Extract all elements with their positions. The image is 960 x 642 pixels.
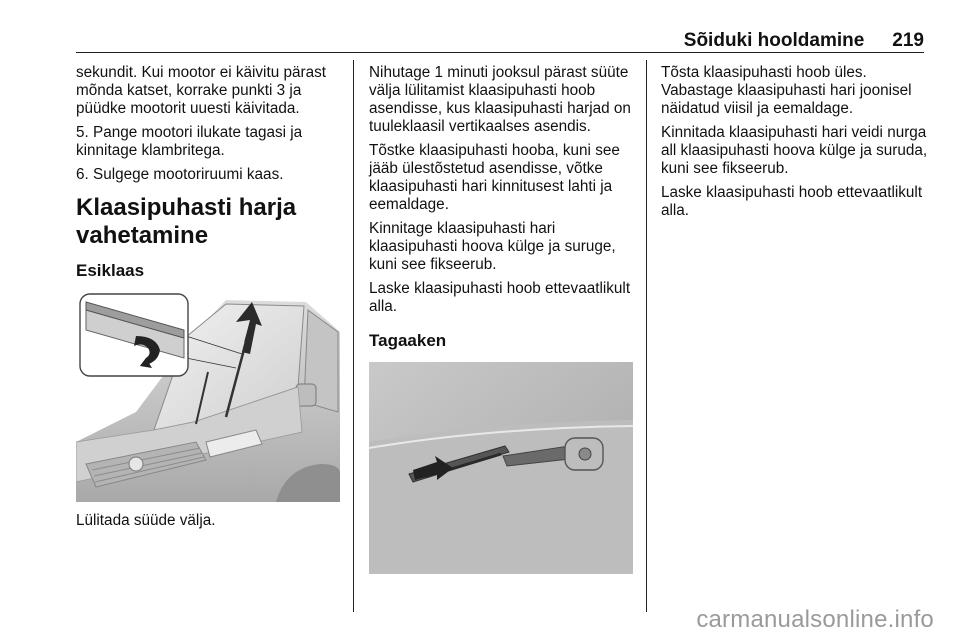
- column-1: [76, 64, 344, 536]
- paragraph: Laske klaasipuhasti hoob ettevaatlikult alla.: [369, 280, 631, 315]
- watermark: carmanualsonline.info: [696, 606, 934, 633]
- column-divider-2: [646, 60, 647, 612]
- page-header: [76, 26, 924, 52]
- paragraph: Tõstke klaasipuhasti hooba, kuni see jääb ülestõstetud asendisse, võtke klaasipuhasti hari kinnitusest lahti ja eemaldage.: [369, 142, 620, 213]
- subheading-rear: Tagaaken: [369, 331, 447, 350]
- front-wiper-illustration: [76, 292, 340, 502]
- paragraph: 5. Pange mootori ilukate tagasi ja kinnitage klambritega.: [76, 124, 303, 159]
- subheading-front: Esiklaas: [76, 261, 145, 280]
- paragraph: Kinnitage klaasipuhasti hari klaasipuhasti hoova külge ja suruge, kuni see fikseerub.: [369, 220, 616, 273]
- column-3: [661, 64, 929, 226]
- section-title: Sõiduki hooldamine: [683, 30, 865, 51]
- paragraph: Nihutage 1 minuti jooksul pärast süüte välja lülitamist klaasipuhasti hoob asendisse, kus klaasipuhasti harjad on tuuleklaasil vertikaalses asendis.: [369, 64, 631, 135]
- paragraph: Kinnitada klaasipuhasti hari veidi nurga all klaasipuhasti hoova külge ja suruda, kuni see fikseerub.: [661, 124, 928, 177]
- paragraph: Laske klaasipuhasti hoob ettevaatlikult alla.: [661, 184, 923, 219]
- paragraph: 6. Sulgege mootoriruumi kaas.: [76, 166, 284, 183]
- column-2: [369, 64, 635, 574]
- paragraph: Tõsta klaasipuhasti hoob üles. Vabastage klaasipuhasti hari joonisel näidatud viisil ja eemaldage.: [661, 64, 912, 117]
- page-number: 219: [892, 30, 924, 51]
- paragraph: sekundit. Kui mootor ei käivitu pärast mõnda katset, korrake punkti 3 ja püüdke mootorit uuesti käivitada.: [76, 64, 326, 117]
- section-heading: Klaasipuhasti harja vahetamine: [76, 194, 297, 249]
- paragraph: Lülitada süüde välja.: [76, 512, 216, 529]
- column-divider-1: [353, 60, 354, 612]
- header-rule: [76, 52, 924, 53]
- rear-wiper-illustration: [369, 362, 633, 574]
